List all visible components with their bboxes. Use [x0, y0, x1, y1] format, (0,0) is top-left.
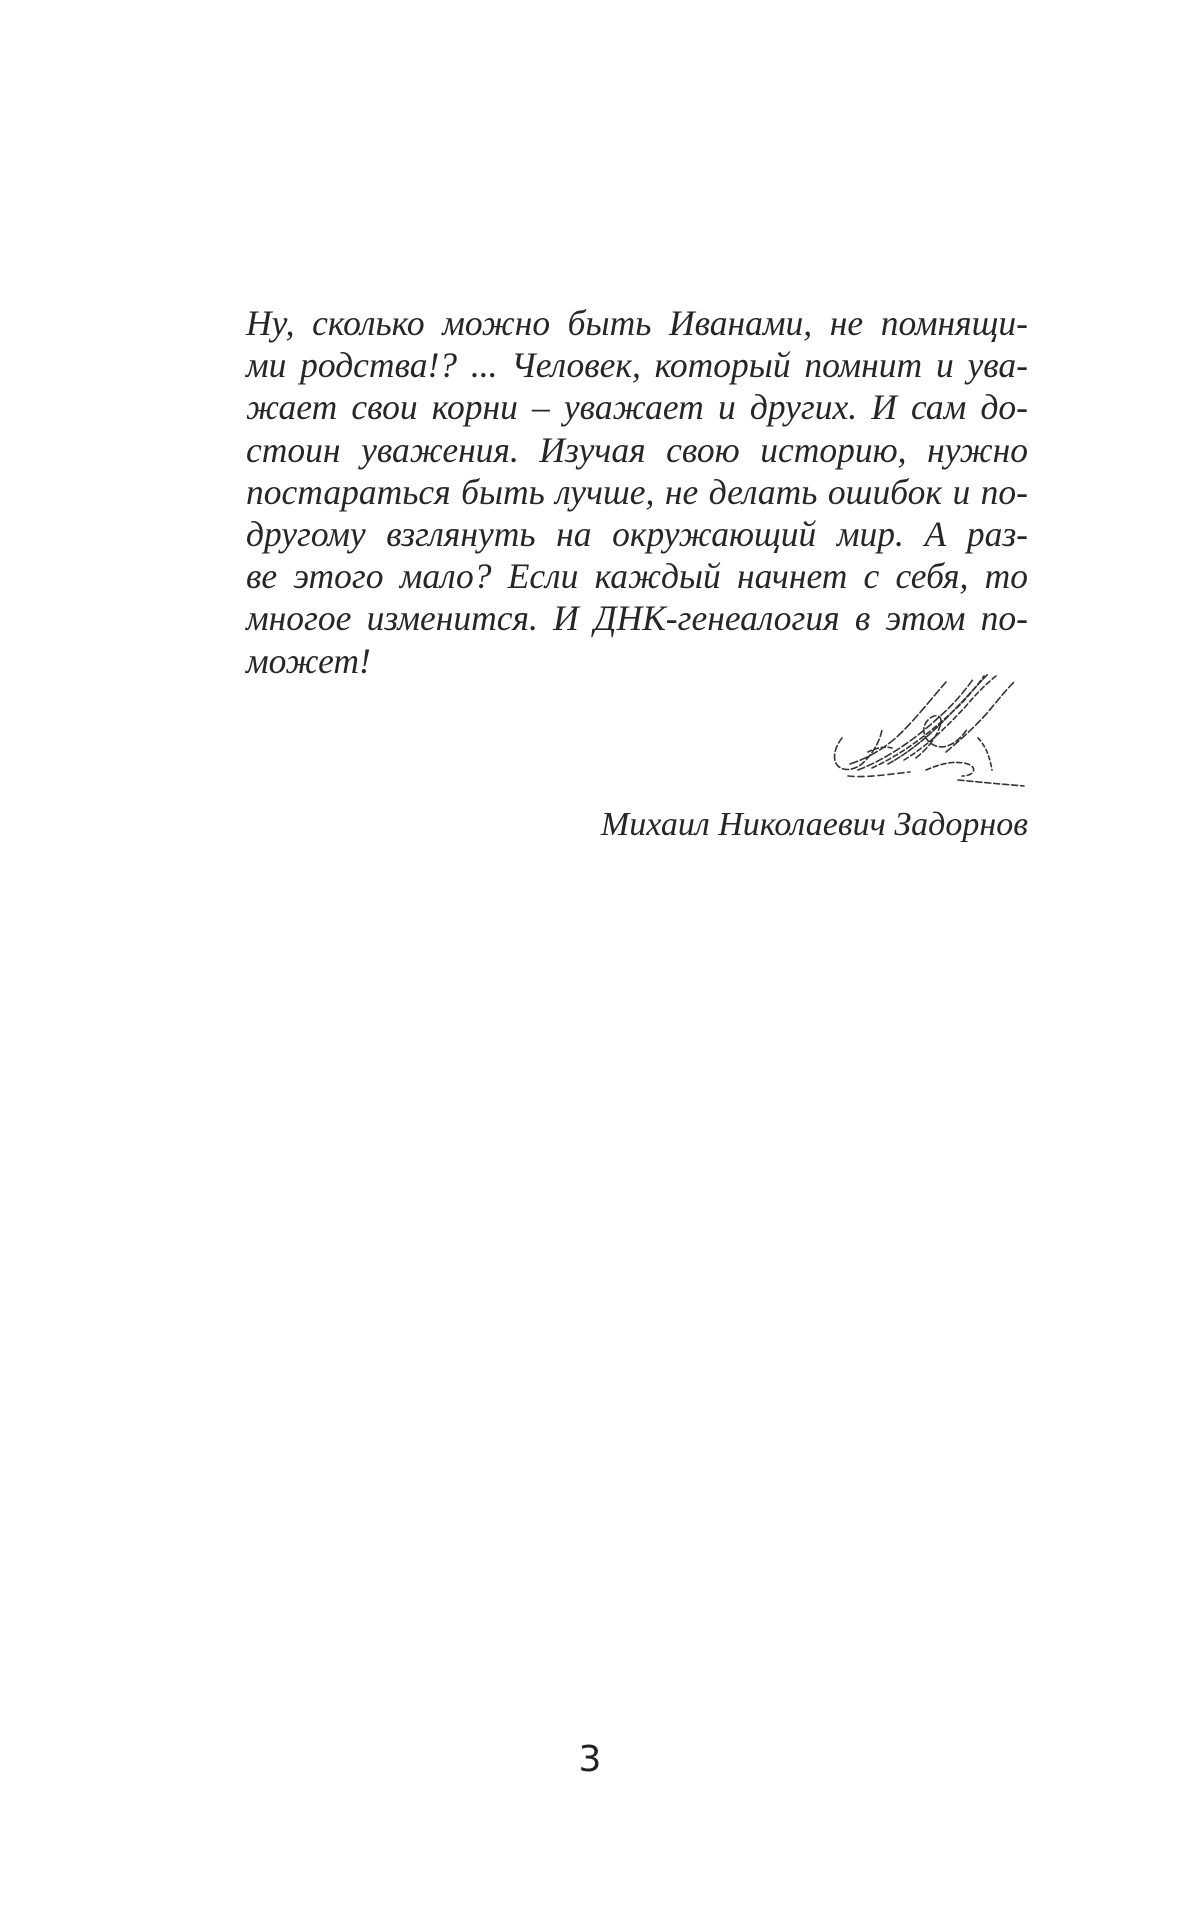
- quote-line: может!: [246, 640, 371, 681]
- signature-icon: [828, 668, 1028, 790]
- quote-line: жает свои корни – уважает и других. И сам до-: [246, 387, 1028, 428]
- quote-paragraph: [246, 302, 1028, 682]
- quote-line: постараться быть лучше, не делать ошибок и по-: [246, 471, 1028, 512]
- page-number: 3: [578, 1739, 602, 1780]
- quote-line: другому взглянуть на окружающий мир. А раз-: [246, 513, 1028, 554]
- author-name: Михаил Николаевич Задорнов: [600, 806, 1028, 843]
- quote-line: Ну, сколько можно быть Иванами, не помнящи-: [246, 303, 1028, 343]
- quote-line: ми родства!? ... Человек, который помнит и ува-: [246, 345, 1028, 386]
- quote-line: ве этого мало? Если каждый начнет с себя, то: [246, 556, 1028, 597]
- quote-line: многое изменится. И ДНК-генеалогия в этом по-: [246, 598, 1028, 639]
- quote-line: стоин уважения. Изучая свою историю, нужно: [246, 429, 1028, 470]
